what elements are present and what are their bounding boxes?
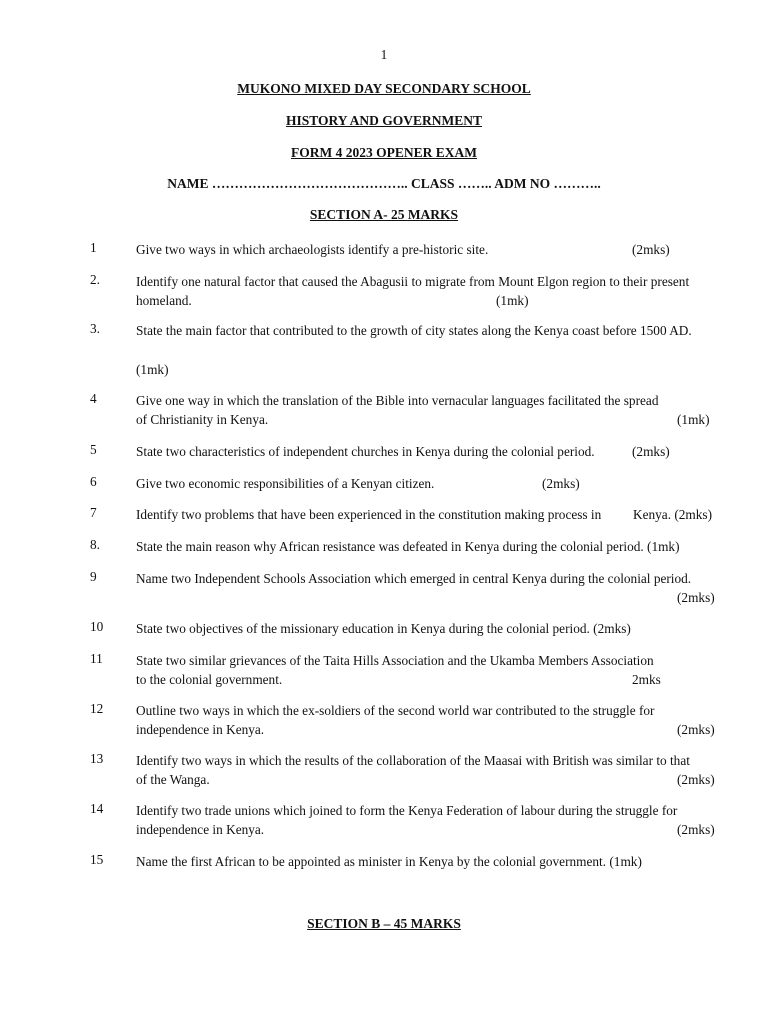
question-number: 6	[90, 474, 97, 489]
marks: (2mks)	[632, 444, 670, 459]
subject-title: HISTORY AND GOVERNMENT	[285, 113, 483, 128]
school-name: MUKONO MIXED DAY SECONDARY SCHOOL	[237, 81, 531, 96]
question-number: 14	[90, 801, 104, 816]
question-text	[136, 442, 721, 461]
question-line: State two characteristics of independent churches in Kenya during the colonial period.	[136, 444, 595, 459]
question-line: State the main reason why African resistance was defeated in Kenya during the colonial period. (1mk)	[136, 539, 680, 554]
marks: (2mks)	[632, 242, 670, 257]
question-number: 7	[90, 505, 97, 520]
question-line: independence in Kenya.	[136, 722, 265, 737]
marks: (2mks)	[677, 590, 715, 605]
question-line: Outline two ways in which the ex-soldiers of the second world war contributed to the struggle for	[136, 703, 655, 718]
marks: (2mks)	[677, 822, 715, 837]
question-line: Identify two trade unions which joined to form the Kenya Federation of labour during the struggle for	[136, 803, 678, 818]
marks: 2mks	[632, 672, 661, 687]
question-line: to the colonial government.	[136, 672, 283, 687]
question-text	[136, 852, 721, 871]
marks: Kenya. (2mks)	[633, 507, 713, 522]
question-line: State the main factor that contributed to the growth of city states along the Kenya coast before 1500 AD.	[136, 323, 692, 338]
question-text	[136, 240, 721, 259]
question-text	[136, 569, 721, 607]
marks: (2mks)	[677, 772, 715, 787]
question-line: Give one way in which the translation of the Bible into vernacular languages facilitated the spread	[136, 393, 659, 408]
question-line: Give two ways in which archaeologists identify a pre-historic site.	[136, 242, 489, 257]
question-number: 1	[90, 240, 97, 255]
question-line: Identify one natural factor that caused the Abagusii to migrate from Mount Elgon region to their present	[136, 274, 690, 289]
question-line: of Christianity in Kenya.	[136, 412, 269, 427]
student-details-line: NAME …………………………………….. CLASS …….. ADM NO ………..	[167, 176, 601, 191]
question-number: 12	[90, 701, 104, 716]
question-line: Identify two problems that have been experienced in the constitution making process in	[136, 507, 602, 522]
question-number: 9	[90, 569, 97, 584]
marks: (1mk)	[496, 293, 529, 308]
question-number: 5	[90, 442, 97, 457]
section-a-heading: SECTION A- 25 MARKS	[309, 207, 459, 222]
question-text	[136, 801, 721, 839]
section-b-heading: SECTION B – 45 MARKS	[307, 916, 461, 931]
marks: (1mk)	[136, 362, 169, 377]
marks: (2mks)	[677, 722, 715, 737]
exam-title: FORM 4 2023 OPENER EXAM	[291, 145, 477, 160]
question-text	[136, 474, 721, 493]
question-number: 4	[90, 391, 97, 406]
question-line: Give two economic responsibilities of a Kenyan citizen.	[136, 476, 435, 491]
question-text	[136, 651, 721, 689]
question-line: Name the first African to be appointed as minister in Kenya by the colonial government. (1mk)	[136, 854, 642, 869]
question-text	[136, 391, 721, 429]
question-text	[136, 751, 721, 789]
question-line: Name two Independent Schools Association which emerged in central Kenya during the colonial period.	[136, 571, 692, 586]
question-number: 3.	[90, 321, 100, 336]
question-number: 15	[90, 852, 104, 867]
question-line: of the Wanga.	[136, 772, 210, 787]
question-line: independence in Kenya.	[136, 822, 265, 837]
question-line: Identify two ways in which the results of the collaboration of the Maasai with British was similar to that	[136, 753, 690, 768]
question-number: 8.	[90, 537, 100, 552]
question-text	[136, 701, 721, 739]
question-text	[136, 619, 721, 638]
marks: (2mks)	[542, 476, 580, 491]
question-number: 2.	[90, 272, 100, 287]
question-text	[136, 321, 721, 379]
question-number: 10	[90, 619, 104, 634]
question-line: State two similar grievances of the Taita Hills Association and the Ukamba Members Association	[136, 653, 654, 668]
question-line: State two objectives of the missionary education in Kenya during the colonial period. (2mks)	[136, 621, 631, 636]
page-number: 1	[380, 47, 388, 62]
question-number: 11	[90, 651, 103, 666]
question-text	[136, 537, 721, 556]
marks: (1mk)	[677, 412, 710, 427]
question-line: homeland.	[136, 293, 192, 308]
question-number: 13	[90, 751, 104, 766]
question-text	[136, 272, 721, 310]
question-text	[136, 505, 721, 524]
